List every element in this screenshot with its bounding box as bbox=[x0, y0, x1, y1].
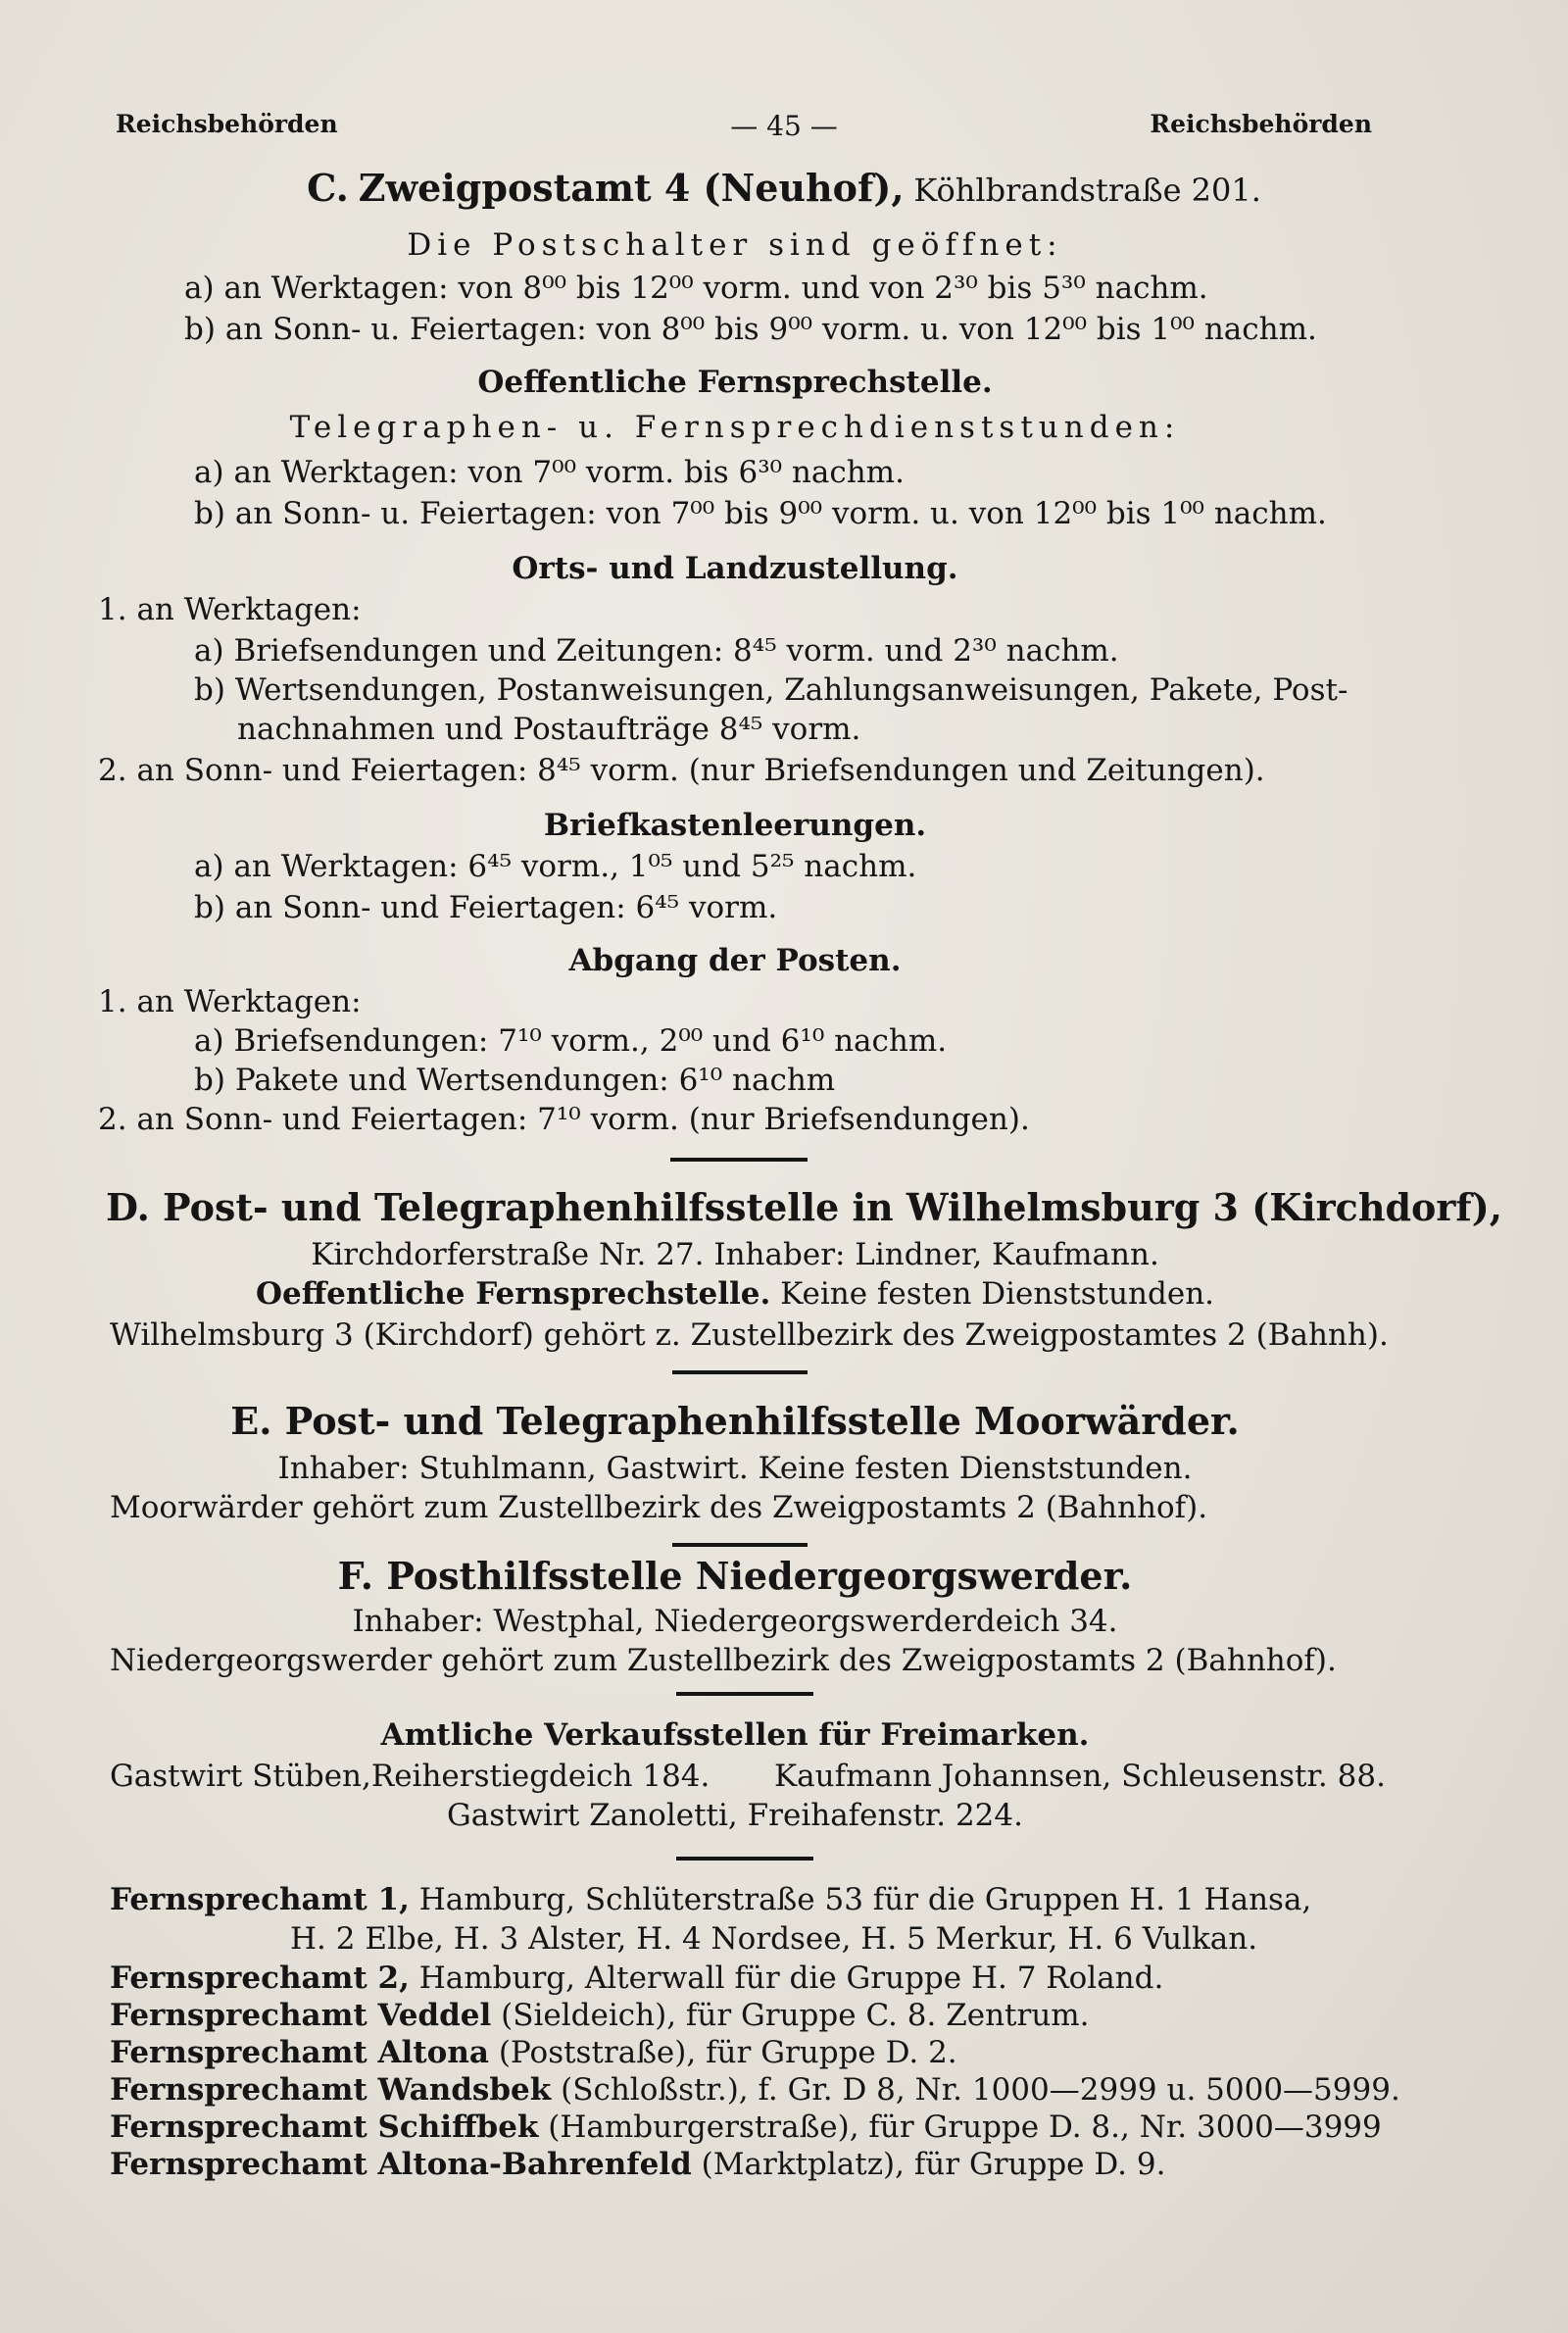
leerung-a-label: a) bbox=[194, 849, 224, 884]
page-number: — 45 — bbox=[730, 110, 838, 142]
abgang-2-label: 2. bbox=[98, 1102, 127, 1137]
divider bbox=[672, 1370, 808, 1374]
fernsprechamt-text: (Poststraße), für Gruppe D. 2. bbox=[498, 2035, 957, 2070]
zustellung-1 bbox=[98, 590, 362, 629]
leerung-heading: Briefkastenleerungen. bbox=[543, 808, 927, 843]
fernsprechamt-line bbox=[110, 2145, 1165, 2184]
fernsprechamt-line bbox=[110, 1880, 1311, 1919]
verkauf-heading: Amtliche Verkaufsstellen für Freimarken. bbox=[380, 1717, 1090, 1753]
leerung-b-label: b) bbox=[194, 890, 225, 925]
fernsprechamt-text: (Hamburgerstraße), für Gruppe D. 8., Nr. 3000—3999 bbox=[548, 2110, 1382, 2145]
section-f-line1: Inhaber: Westphal, Niedergeorgswerderdeich 34. bbox=[352, 1604, 1118, 1639]
fernsprechamt-name: Fernsprechamt 2, bbox=[110, 1961, 410, 1996]
zustellung-2-text: an Sonn- und Feiertagen: 8⁴⁵ vorm. (nur Briefsendungen und Zeitungen). bbox=[136, 753, 1265, 788]
abgang-1-text: an Werktagen: bbox=[136, 984, 362, 1019]
schalter-b bbox=[184, 310, 1317, 349]
section-e-line1: Inhaber: Stuhlmann, Gastwirt. Keine festen Dienststunden. bbox=[277, 1451, 1193, 1486]
fernsprechamt-line bbox=[110, 2108, 1382, 2147]
section-d-line2 bbox=[0, 1274, 1470, 1314]
leerung-b-text: an Sonn- und Feiertagen: 6⁴⁵ vorm. bbox=[234, 890, 778, 925]
fernsprechamt-line bbox=[110, 2033, 957, 2072]
fernsprechamt-name: Fernsprechamt 1, bbox=[110, 1882, 410, 1917]
fernsprechamt-line bbox=[110, 1959, 1163, 1998]
abgang-1b bbox=[194, 1061, 835, 1100]
running-head-left: Reichsbehörden bbox=[116, 110, 338, 138]
zustellung-1-text: an Werktagen: bbox=[136, 592, 362, 627]
abgang-1a-text: Briefsendungen: 7¹⁰ vorm., 2⁰⁰ und 6¹⁰ nachm. bbox=[233, 1023, 948, 1059]
abgang-heading: Abgang der Posten. bbox=[568, 943, 902, 978]
zustellung-1b-text: Wertsendungen, Postanweisungen, Zahlungsanweisungen, Pakete, Post- bbox=[234, 672, 1348, 708]
dienst-heading: Telegraphen- u. Fernsprechdienststunden: bbox=[289, 410, 1181, 445]
dienst-a-text: an Werktagen: von 7⁰⁰ vorm. bis 6³⁰ nachm. bbox=[233, 455, 905, 490]
leerung-b bbox=[194, 888, 777, 927]
abgang-1-label: 1. bbox=[98, 984, 127, 1019]
section-d-fernsprech: Oeffentliche Fernsprechstelle. bbox=[255, 1276, 771, 1312]
fernsprechamt-line bbox=[110, 1996, 1090, 2035]
zustellung-1a-text: Briefsendungen und Zeitungen: 8⁴⁵ vorm. und 2³⁰ nachm. bbox=[233, 633, 1119, 669]
zustellung-1b bbox=[194, 670, 1348, 710]
fernsprechamt-name: Fernsprechamt Veddel bbox=[110, 1998, 492, 2033]
section-e-title: E. Post- und Telegraphenhilfsstelle Moorwärder. bbox=[230, 1399, 1240, 1443]
zustellung-1a bbox=[194, 631, 1119, 670]
schalter-a-label: a) bbox=[184, 271, 215, 306]
dienst-b-label: b) bbox=[194, 496, 225, 531]
zustellung-1b-label: b) bbox=[194, 672, 225, 708]
fernsprechamt-text: (Schloßstr.), f. Gr. D 8, Nr. 1000—2999 u. 5000—5999. bbox=[561, 2072, 1400, 2108]
schalter-a bbox=[184, 269, 1208, 308]
abgang-1 bbox=[98, 982, 362, 1021]
abgang-2-text: an Sonn- und Feiertagen: 7¹⁰ vorm. (nur Briefsendungen). bbox=[136, 1102, 1030, 1137]
section-c-prefix: C. bbox=[307, 166, 349, 210]
fernsprechamt-name: Fernsprechamt Wandsbek bbox=[110, 2072, 552, 2108]
schalter-heading: Die Postschalter sind geöffnet: bbox=[407, 227, 1063, 263]
fernsprechamt-text: (Sieldeich), für Gruppe C. 8. Zentrum. bbox=[501, 1998, 1090, 2033]
section-c-address: Köhlbrandstraße 201. bbox=[913, 172, 1261, 209]
section-d-line3: Wilhelmsburg 3 (Kirchdorf) gehört z. Zustellbezirk des Zweigpostamtes 2 (Bahnh). bbox=[110, 1317, 1389, 1353]
verkauf-line1-left: Gastwirt Stüben,Reiherstiegdeich 184. bbox=[110, 1759, 710, 1794]
divider bbox=[672, 1543, 808, 1547]
schalter-b-text: an Sonn- u. Feiertagen: von 8⁰⁰ bis 9⁰⁰ vorm. u. von 12⁰⁰ bis 1⁰⁰ nachm. bbox=[224, 312, 1317, 347]
section-e-line2: Moorwärder gehört zum Zustellbezirk des Zweigpostamts 2 (Bahnhof). bbox=[110, 1490, 1208, 1525]
verkauf-line1-right: Kaufmann Johannsen, Schleusenstr. 88. bbox=[774, 1759, 1386, 1794]
fernsprechamt-text: H. 2 Elbe, H. 3 Alster, H. 4 Nordsee, H. 5 Merkur, H. 6 Vulkan. bbox=[290, 1921, 1258, 1957]
fernsprechamt-name: Fernsprechamt Schiffbek bbox=[110, 2110, 539, 2145]
fernsprechamt-line bbox=[110, 2070, 1400, 2110]
fernsprechamt-name: Fernsprechamt Altona bbox=[110, 2035, 489, 2070]
section-d-title: D. Post- und Telegraphenhilfsstelle in Wilhelmsburg 3 (Kirchdorf), bbox=[106, 1185, 1502, 1229]
abgang-1a-label: a) bbox=[194, 1023, 224, 1059]
zustellung-1-label: 1. bbox=[98, 592, 127, 627]
schalter-a-text: an Werktagen: von 8⁰⁰ bis 12⁰⁰ vorm. und von 2³⁰ bis 5³⁰ nachm. bbox=[223, 271, 1208, 306]
divider bbox=[676, 1857, 813, 1861]
dienst-b-text: an Sonn- u. Feiertagen: von 7⁰⁰ bis 9⁰⁰ vorm. u. von 12⁰⁰ bis 1⁰⁰ nachm. bbox=[234, 496, 1327, 531]
abgang-1b-text: Pakete und Wertsendungen: 6¹⁰ nachm bbox=[234, 1063, 836, 1098]
running-head-right: Reichsbehörden bbox=[1150, 110, 1372, 138]
fernsprech-heading: Oeffentliche Fernsprechstelle. bbox=[477, 365, 993, 400]
leerung-a bbox=[194, 847, 916, 886]
fernsprechamt-text: Hamburg, Alterwall für die Gruppe H. 7 Roland. bbox=[418, 1961, 1164, 1996]
section-c-name: Zweigpostamt 4 (Neuhof), bbox=[358, 166, 905, 210]
zustellung-1a-label: a) bbox=[194, 633, 224, 669]
divider bbox=[676, 1692, 813, 1696]
section-d-line1: Kirchdorferstraße Nr. 27. Inhaber: Lindner, Kaufmann. bbox=[311, 1237, 1159, 1272]
section-d-dienst: Keine festen Dienststunden. bbox=[780, 1276, 1215, 1312]
abgang-1b-label: b) bbox=[194, 1063, 225, 1098]
fernsprechamt-text: Hamburg, Schlüterstraße 53 für die Gruppen H. 1 Hansa, bbox=[418, 1882, 1312, 1917]
zustellung-heading: Orts- und Landzustellung. bbox=[512, 551, 958, 586]
dienst-a bbox=[194, 453, 905, 492]
section-c-title bbox=[0, 166, 1568, 211]
abgang-1a bbox=[194, 1021, 947, 1061]
leerung-a-text: an Werktagen: 6⁴⁵ vorm., 1⁰⁵ und 5²⁵ nachm. bbox=[233, 849, 917, 884]
fernsprechamt-name: Fernsprechamt Altona-Bahrenfeld bbox=[110, 2147, 692, 2182]
verkauf-line2: Gastwirt Zanoletti, Freihafenstr. 224. bbox=[447, 1798, 1023, 1833]
fernsprechamt-text: (Marktplatz), für Gruppe D. 9. bbox=[701, 2147, 1166, 2182]
dienst-b bbox=[194, 494, 1327, 533]
zustellung-2-label: 2. bbox=[98, 753, 127, 788]
zustellung-2 bbox=[98, 751, 1265, 790]
abgang-2 bbox=[98, 1100, 1030, 1139]
fernsprechamt-line bbox=[290, 1919, 1257, 1959]
divider bbox=[670, 1158, 808, 1162]
section-f-title: F. Posthilfsstelle Niedergeorgswerder. bbox=[337, 1554, 1133, 1598]
section-f-line2: Niedergeorgswerder gehört zum Zustellbezirk des Zweigpostamts 2 (Bahnhof). bbox=[110, 1643, 1337, 1678]
dienst-a-label: a) bbox=[194, 455, 224, 490]
schalter-b-label: b) bbox=[184, 312, 216, 347]
zustellung-1b-cont: nachnahmen und Postaufträge 8⁴⁵ vorm. bbox=[237, 712, 861, 747]
